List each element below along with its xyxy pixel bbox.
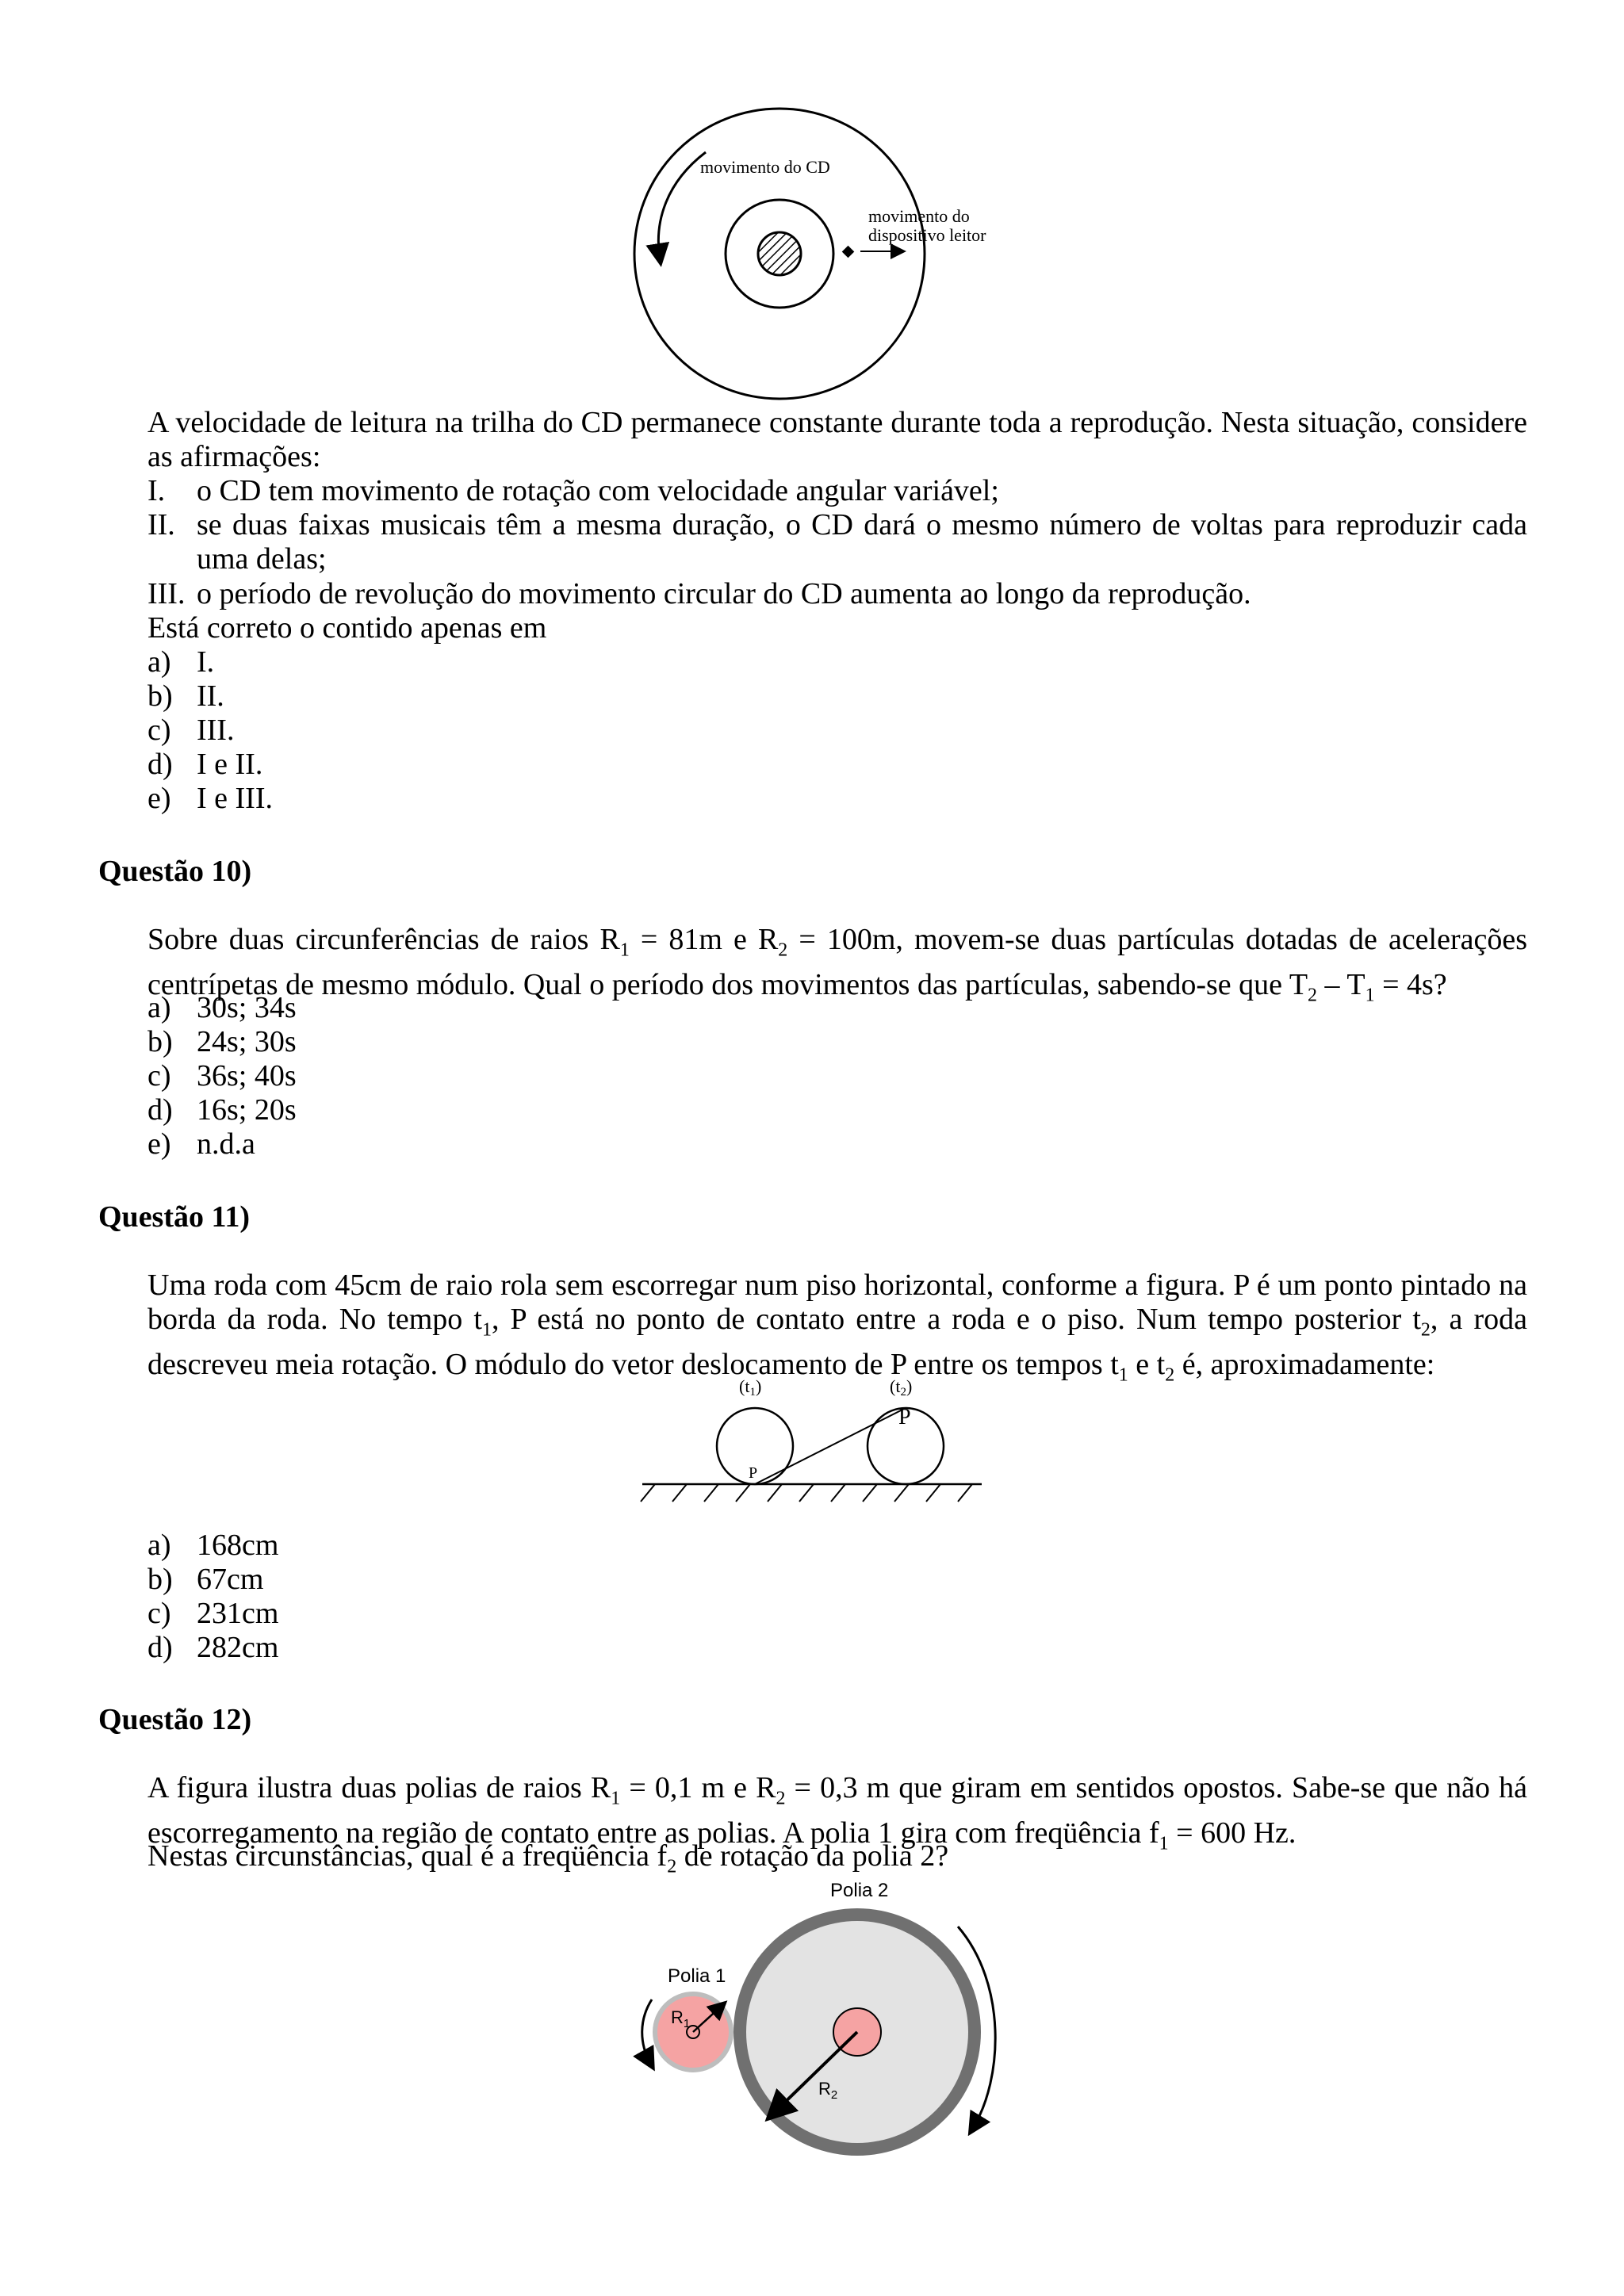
reader-diamond — [842, 246, 855, 258]
cd-rotation-arrow — [658, 152, 706, 258]
q11-option-text: 231cm — [197, 1597, 279, 1630]
q11-body: Uma roda com 45cm de raio rola sem escorregar num piso horizontal, conforme a figura. P é um ponto pintado na borda da roda. No tempo $t_1$, P está no ponto de contato entre a roda e o piso. Num tempo posterior $t_2$, a roda descreveu meia rotação. O módulo do vetor deslocamento de P entre os tempos $t_1$ e $t_2$ é, aproximadamente: — [147, 1269, 1528, 1386]
r2-label: $R_2$ — [818, 2079, 838, 2102]
q9-prompt: Está correto o contido apenas em — [147, 611, 547, 645]
q9-option-label: c) — [147, 714, 171, 747]
q9-statement — [147, 508, 1527, 576]
q9-option — [147, 748, 262, 782]
q10-option — [147, 991, 297, 1025]
q9-option — [147, 645, 214, 679]
q10-option-label: c) — [147, 1059, 171, 1093]
q10-option-label: e) — [147, 1127, 171, 1161]
pulleys-figure — [611, 1873, 1023, 2166]
q9-option — [147, 714, 234, 748]
q9-option-label: e) — [147, 782, 171, 815]
q11-option-text: 168cm — [197, 1529, 279, 1562]
q9-option — [147, 679, 224, 714]
q10-option — [147, 1025, 297, 1059]
q12-body: A figura ilustra duas polias de raios $R_1 = 0,1$ m e $R_2 = 0,3$ m que giram em sentidos opostos. Sabe-se que não há escorregamento na região de contato entre as polias. A polia 1 gira com freqüência $f_1 = 600$ Hz. — [147, 1771, 1528, 1854]
q9-statement-label: I. — [147, 474, 166, 507]
q9-statement-label: II. — [147, 508, 175, 541]
displacement-line — [755, 1408, 906, 1484]
q10-option-label: a) — [147, 991, 171, 1024]
q9-option-text: III. — [197, 714, 235, 747]
q11-option — [147, 1631, 278, 1665]
wheel-figure — [634, 1370, 991, 1505]
q11-option-text: 67cm — [197, 1563, 264, 1596]
q10-option-label: d) — [147, 1093, 173, 1127]
q10-option-text: n.d.a — [197, 1127, 255, 1161]
polia1-label: Polia 1 — [668, 1965, 726, 1987]
q9-option-label: d) — [147, 748, 173, 781]
reader-label-line1: movimento do — [868, 206, 970, 226]
cd-hub — [758, 232, 801, 275]
q9-option-text: I e III. — [197, 782, 273, 815]
q9-intro: A velocidade de leitura na trilha do CD permanece constante durante toda a reprodução. Nesta situação, considere as afirmações: — [147, 406, 1527, 473]
q11-option-text: 282cm — [197, 1631, 279, 1664]
q10-option-label: b) — [147, 1025, 173, 1058]
q9-statement-label: III. — [147, 577, 186, 610]
reader-label-line2: dispositivo leitor — [868, 225, 986, 245]
q10-option-text: 16s; 20s — [197, 1093, 297, 1127]
q11-heading: Questão 11) — [98, 1200, 251, 1234]
cd-movement-label: movimento do CD — [700, 157, 830, 177]
q10-option — [147, 1127, 255, 1161]
q9-statement — [147, 474, 1527, 508]
q10-option-text: 30s; 34s — [197, 991, 297, 1024]
q9-statement-text: o período de revolução do movimento circular do CD aumenta ao longo da reprodução. — [197, 577, 1251, 610]
polia2-label: Polia 2 — [830, 1880, 889, 1901]
q10-option — [147, 1059, 297, 1093]
q9-option-label: a) — [147, 645, 171, 679]
q12-heading: Questão 12) — [98, 1703, 252, 1736]
q11-option-label: d) — [147, 1631, 173, 1664]
t1-label: (t1) — [739, 1376, 762, 1399]
cd-figure — [619, 95, 1031, 412]
q11-option-label: a) — [147, 1529, 171, 1562]
q11-option — [147, 1563, 263, 1597]
q11-option-label: b) — [147, 1563, 173, 1596]
q10-heading: Questão 10) — [98, 855, 252, 888]
q11-option — [147, 1597, 278, 1631]
q12-question-line: Nestas circunstâncias, qual é a freqüência $f_2$ de rotação da polia 2? — [147, 1839, 949, 1877]
q9-statement-text: o CD tem movimento de rotação com velocidade angular variável; — [197, 474, 999, 507]
q10-option-text: 36s; 40s — [197, 1059, 297, 1093]
q9-option-text: I e II. — [197, 748, 263, 781]
q11-option-label: c) — [147, 1597, 171, 1630]
q9-option-text: II. — [197, 679, 224, 713]
q10-body: Sobre duas circunferências de raios $R_1 = 81m$ e $R_2 = 100m$, movem-se duas partículas dotadas de acelerações centrípetas de mesmo módulo. Qual o período dos movimentos das partículas, sabendo-se que $T_2 - T_1 = 4s$? — [147, 923, 1528, 1006]
t2-label: (t2) — [890, 1376, 913, 1399]
pulley-1-rotation-arrow — [642, 1999, 652, 2063]
q9-statement-text: se duas faixas musicais têm a mesma duração, o CD dará o mesmo número de voltas para reproduzir cada uma delas; — [197, 508, 1527, 576]
point-p-t1: P — [749, 1464, 758, 1482]
q10-option — [147, 1093, 297, 1127]
floor-hatch — [641, 1484, 972, 1502]
q9-option — [147, 782, 273, 816]
r1-label: $R_1$ — [671, 2007, 691, 2030]
q10-option-text: 24s; 30s — [197, 1025, 297, 1058]
point-p-t2: P — [898, 1405, 911, 1429]
q9-option-label: b) — [147, 679, 173, 713]
q9-option-text: I. — [197, 645, 215, 679]
q11-option — [147, 1529, 278, 1563]
q9-statement — [147, 577, 1527, 611]
